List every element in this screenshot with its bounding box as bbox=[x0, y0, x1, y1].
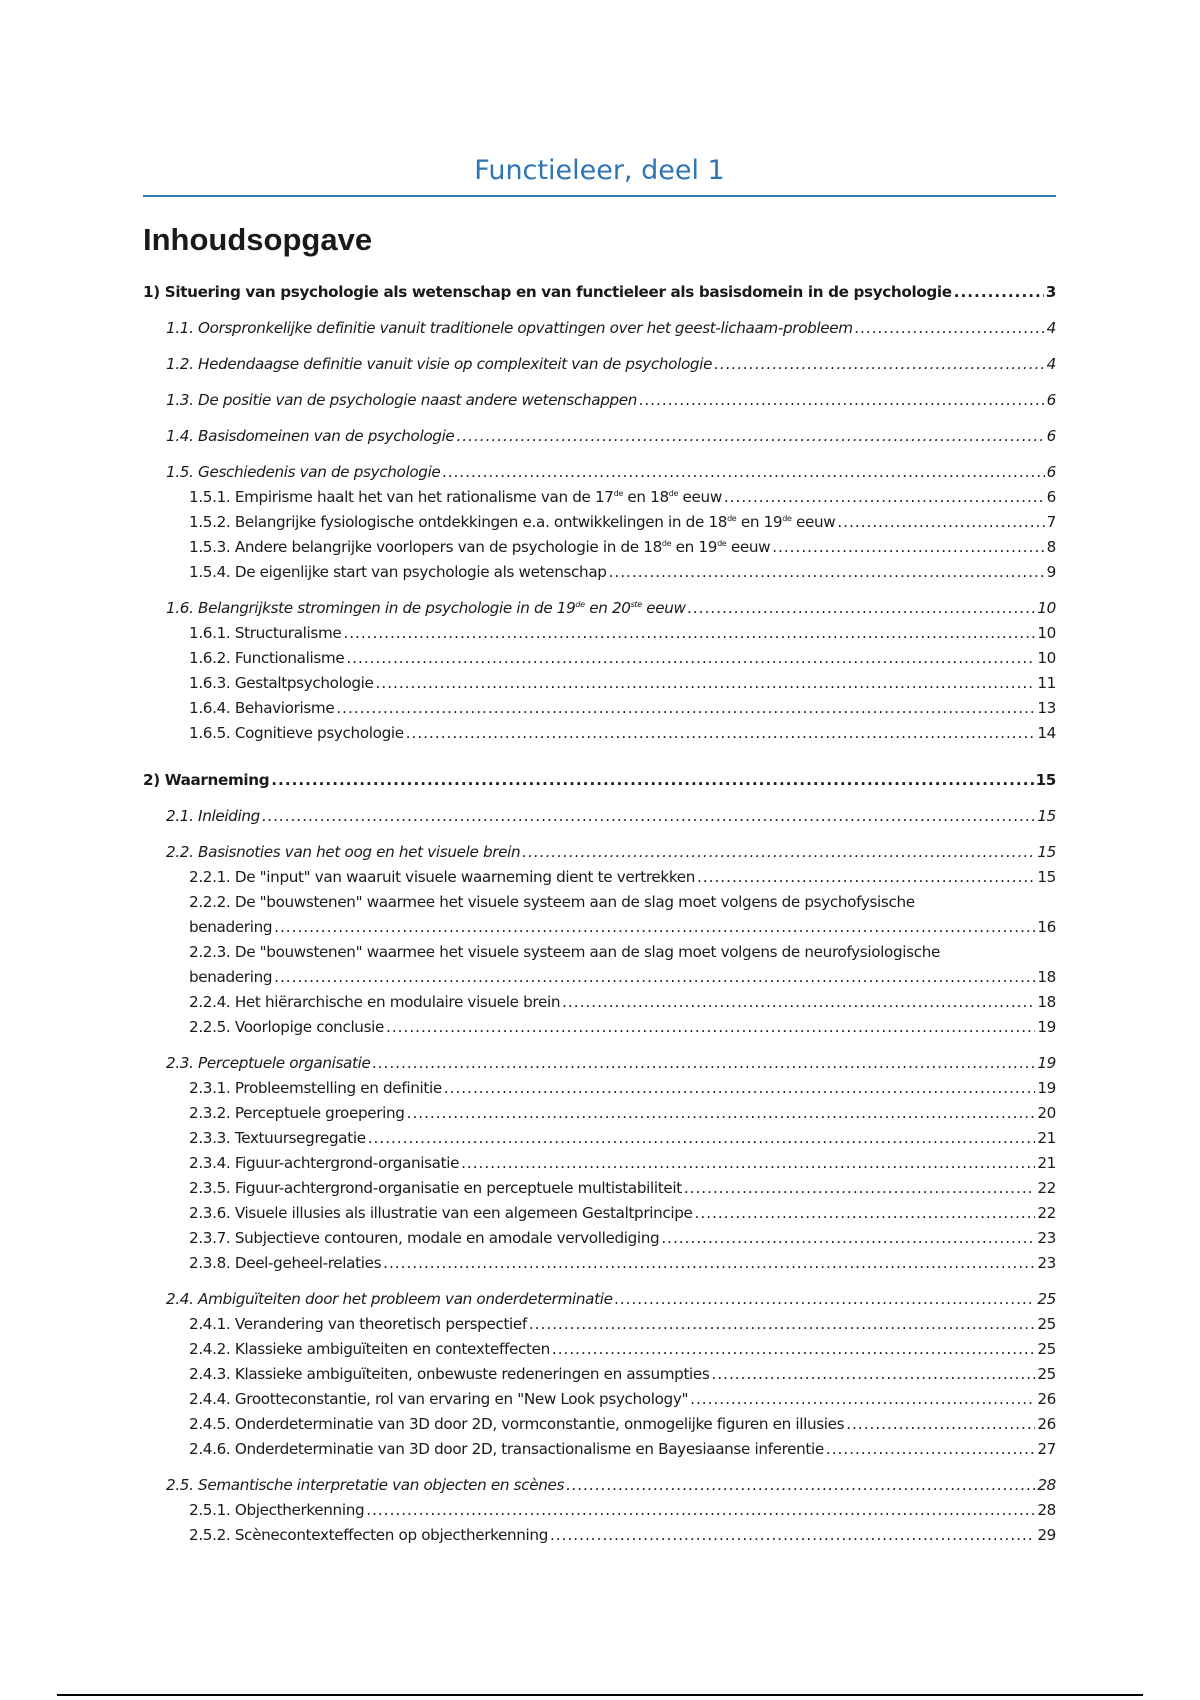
toc-entry-label: 1.4. Basisdomeinen van de psychologie bbox=[166, 427, 455, 445]
toc-dot-leader bbox=[609, 560, 1045, 585]
toc-entry[interactable] bbox=[143, 352, 1056, 377]
toc-page-number: 10 bbox=[1037, 599, 1056, 617]
toc-entry-label: 1.2. Hedendaagse definitie vanuit visie op complexiteit van de psychologie bbox=[166, 355, 713, 373]
toc-entry-label: 2.3.2. Perceptuele groepering bbox=[189, 1104, 405, 1122]
toc-entry[interactable] bbox=[143, 1523, 1056, 1548]
toc-heading: Inhoudsopgave bbox=[143, 222, 373, 257]
toc-entry[interactable] bbox=[143, 424, 1056, 449]
toc-entry[interactable] bbox=[143, 510, 1056, 535]
toc-dot-leader bbox=[366, 1498, 1035, 1523]
toc-dot-leader bbox=[386, 1015, 1035, 1040]
toc-page-number: 26 bbox=[1037, 1415, 1056, 1433]
toc-page-number: 22 bbox=[1037, 1204, 1056, 1222]
toc-entry[interactable] bbox=[143, 1015, 1056, 1040]
toc-dot-leader bbox=[372, 1051, 1035, 1076]
toc-entry-label: 2.5. Semantische interpretatie van objecten en scènes bbox=[166, 1476, 565, 1494]
toc-page-number: 25 bbox=[1037, 1290, 1056, 1308]
toc-page-number: 11 bbox=[1037, 674, 1056, 692]
toc-dot-leader bbox=[444, 1076, 1036, 1101]
toc-dot-leader bbox=[837, 510, 1044, 535]
toc-entry[interactable] bbox=[143, 596, 1056, 621]
toc-entry-label: 1.6.3. Gestaltpsychologie bbox=[189, 674, 374, 692]
toc-entry[interactable] bbox=[143, 460, 1056, 485]
toc-page-number: 7 bbox=[1046, 513, 1056, 531]
toc-entry-label: 1.5.2. Belangrijke fysiologische ontdekkingen e.a. ontwikkelingen in de 18de en 19de eeuw bbox=[189, 513, 836, 531]
toc-entry-label: 1.5.3. Andere belangrijke voorlopers van de psychologie in de 18de en 19de eeuw bbox=[189, 538, 771, 556]
toc-page-number: 13 bbox=[1037, 699, 1056, 717]
toc-entry-label: 2.5.1. Objectherkenning bbox=[189, 1501, 365, 1519]
toc-entry[interactable] bbox=[143, 485, 1056, 510]
toc-page-number: 18 bbox=[1037, 968, 1056, 986]
toc-dot-leader bbox=[406, 721, 1036, 746]
toc-entry[interactable] bbox=[143, 280, 1056, 305]
toc-entry-label-continued: benadering bbox=[189, 968, 273, 986]
toc-entry-label: 2.3.7. Subjectieve contouren, modale en amodale vervollediging bbox=[189, 1229, 660, 1247]
toc-dot-leader bbox=[772, 535, 1044, 560]
toc-dot-leader bbox=[456, 424, 1044, 449]
toc-page-number: 18 bbox=[1037, 993, 1056, 1011]
toc-entry-label: 2.4.6. Onderdeterminatie van 3D door 2D, transactionalisme en Bayesiaanse inferentie bbox=[189, 1440, 824, 1458]
toc-dot-leader bbox=[724, 485, 1045, 510]
toc-dot-leader bbox=[262, 804, 1035, 829]
toc-dot-leader bbox=[712, 1362, 1036, 1387]
document-header-title: Functieleer, deel 1 bbox=[474, 155, 725, 186]
toc-page-number: 4 bbox=[1046, 355, 1056, 373]
toc-page-number: 27 bbox=[1037, 1440, 1056, 1458]
toc-dot-leader bbox=[566, 1473, 1035, 1498]
toc-page-number: 26 bbox=[1037, 1390, 1056, 1408]
toc-dot-leader bbox=[376, 671, 1036, 696]
toc-page-number: 15 bbox=[1037, 807, 1056, 825]
toc-entry[interactable] bbox=[143, 1176, 1056, 1201]
toc-page-number: 8 bbox=[1046, 538, 1056, 556]
toc-entry[interactable] bbox=[143, 1226, 1056, 1251]
toc-dot-leader bbox=[274, 965, 1035, 990]
toc-page-number: 19 bbox=[1037, 1054, 1056, 1072]
toc-entry[interactable] bbox=[143, 535, 1056, 560]
toc-dot-leader bbox=[552, 1337, 1035, 1362]
toc-page-number: 10 bbox=[1037, 649, 1056, 667]
toc-page-number: 3 bbox=[1045, 283, 1056, 301]
toc-entry[interactable] bbox=[143, 1101, 1056, 1126]
toc-dot-leader bbox=[343, 621, 1035, 646]
toc-entry[interactable] bbox=[143, 671, 1056, 696]
toc-entry-label: 1.6.2. Functionalisme bbox=[189, 649, 345, 667]
toc-dot-leader bbox=[826, 1437, 1035, 1462]
toc-entry-label: 1.3. De positie van de psychologie naast andere wetenschappen bbox=[166, 391, 638, 409]
toc-dot-leader bbox=[368, 1126, 1036, 1151]
toc-entry-label: 2.4.5. Onderdeterminatie van 3D door 2D, vormconstantie, onmogelijke figuren en illusies bbox=[189, 1415, 845, 1433]
toc-entry[interactable] bbox=[143, 768, 1056, 793]
toc-entry-label: 1.5. Geschiedenis van de psychologie bbox=[166, 463, 441, 481]
toc-page-number: 10 bbox=[1037, 624, 1056, 642]
toc-entry-label: 2.4.2. Klassieke ambiguïteiten en contexteffecten bbox=[189, 1340, 550, 1358]
toc-page-number: 21 bbox=[1037, 1129, 1056, 1147]
toc-entry[interactable] bbox=[143, 990, 1056, 1015]
toc-entry-label: 2.2.2. De "bouwstenen" waarmee het visuele systeem aan de slag moet volgens de psychofysische bbox=[189, 893, 915, 911]
toc-entry[interactable] bbox=[143, 865, 1056, 890]
toc-entry-label: 2.3.8. Deel-geheel-relaties bbox=[189, 1254, 382, 1272]
toc-page-number: 6 bbox=[1046, 391, 1056, 409]
toc-page-number: 28 bbox=[1037, 1476, 1056, 1494]
toc-entry-label: 2.4. Ambiguïteiten door het probleem van onderdeterminatie bbox=[166, 1290, 613, 1308]
toc-entry[interactable] bbox=[143, 1201, 1056, 1226]
toc-dot-leader bbox=[688, 596, 1036, 621]
toc-entry[interactable] bbox=[143, 696, 1056, 721]
toc-entry-label: 2.4.4. Grootteconstantie, rol van ervaring en "New Look psychology" bbox=[189, 1390, 689, 1408]
toc-entry-label: 2.3.5. Figuur-achtergrond-organisatie en perceptuele multistabiliteit bbox=[189, 1179, 682, 1197]
toc-dot-leader bbox=[274, 915, 1035, 940]
toc-page-number: 9 bbox=[1046, 563, 1056, 581]
toc-entry-label: 1) Situering van psychologie als wetenschap en van functieleer als basisdomein in de psychologie bbox=[143, 283, 952, 301]
toc-entry[interactable] bbox=[143, 940, 1056, 990]
toc-entry-label: 2.2.3. De "bouwstenen" waarmee het visuele systeem aan de slag moet volgens de neurofysiologische bbox=[189, 943, 940, 961]
toc-dot-leader bbox=[855, 316, 1045, 341]
toc-dot-leader bbox=[846, 1412, 1035, 1437]
toc-entry-label-continued: benadering bbox=[189, 918, 273, 936]
toc-entry[interactable] bbox=[143, 1412, 1056, 1437]
toc-page-number: 25 bbox=[1037, 1315, 1056, 1333]
toc-dot-leader bbox=[661, 1226, 1035, 1251]
toc-page-number: 20 bbox=[1037, 1104, 1056, 1122]
toc-entry-label: 2.3.4. Figuur-achtergrond-organisatie bbox=[189, 1154, 460, 1172]
toc-entry-label: 1.1. Oorspronkelijke definitie vanuit traditionele opvattingen over het geest-lichaam-probleem bbox=[166, 319, 853, 337]
table-of-contents bbox=[143, 280, 1056, 1548]
toc-dot-leader bbox=[346, 646, 1035, 671]
toc-dot-leader bbox=[690, 1387, 1035, 1412]
toc-dot-leader bbox=[336, 696, 1035, 721]
toc-page-number: 29 bbox=[1037, 1526, 1056, 1544]
toc-entry-label: 2.2.5. Voorlopige conclusie bbox=[189, 1018, 385, 1036]
toc-entry-label: 1.6.4. Behaviorisme bbox=[189, 699, 335, 717]
toc-entry[interactable] bbox=[143, 621, 1056, 646]
toc-entry-label: 1.5.1. Empirisme haalt het van het rationalisme van de 17de en 18de eeuw bbox=[189, 488, 722, 506]
toc-entry[interactable] bbox=[143, 646, 1056, 671]
toc-dot-leader bbox=[714, 352, 1045, 377]
toc-dot-leader bbox=[529, 1312, 1035, 1337]
toc-entry[interactable] bbox=[143, 388, 1056, 413]
toc-page-number: 6 bbox=[1046, 488, 1056, 506]
toc-entry-label: 2.3.6. Visuele illusies als illustratie van een algemeen Gestaltprincipe bbox=[189, 1204, 693, 1222]
toc-dot-leader bbox=[954, 280, 1044, 305]
toc-entry-label: 2.3.3. Textuursegregatie bbox=[189, 1129, 366, 1147]
toc-entry-label: 2) Waarneming bbox=[143, 771, 270, 789]
toc-entry[interactable] bbox=[143, 560, 1056, 585]
toc-entry[interactable] bbox=[143, 1337, 1056, 1362]
toc-entry-label: 1.6.1. Structuralisme bbox=[189, 624, 342, 642]
toc-dot-leader bbox=[461, 1151, 1035, 1176]
toc-page-number: 19 bbox=[1037, 1079, 1056, 1097]
toc-dot-leader bbox=[562, 990, 1035, 1015]
toc-entry[interactable] bbox=[143, 1498, 1056, 1523]
toc-page-number: 4 bbox=[1046, 319, 1056, 337]
toc-dot-leader bbox=[639, 388, 1045, 413]
toc-entry[interactable] bbox=[143, 1362, 1056, 1387]
toc-entry-label: 2.2.1. De "input" van waaruit visuele waarneming dient te vertrekken bbox=[189, 868, 695, 886]
toc-entry[interactable] bbox=[143, 1051, 1056, 1076]
toc-dot-leader bbox=[615, 1287, 1036, 1312]
toc-entry-label: 2.4.3. Klassieke ambiguïteiten, onbewuste redeneringen en assumpties bbox=[189, 1365, 710, 1383]
toc-dot-leader bbox=[550, 1523, 1035, 1548]
toc-entry[interactable] bbox=[143, 804, 1056, 829]
toc-page-number: 6 bbox=[1046, 463, 1056, 481]
toc-entry[interactable] bbox=[143, 1312, 1056, 1337]
toc-dot-leader bbox=[695, 1201, 1036, 1226]
toc-entry[interactable] bbox=[143, 1076, 1056, 1101]
toc-dot-leader bbox=[697, 865, 1035, 890]
toc-entry[interactable] bbox=[143, 1387, 1056, 1412]
toc-page-number: 19 bbox=[1037, 1018, 1056, 1036]
toc-page-number: 23 bbox=[1037, 1229, 1056, 1247]
toc-dot-leader bbox=[522, 840, 1035, 865]
toc-page-number: 15 bbox=[1037, 868, 1056, 886]
toc-entry-label: 2.1. Inleiding bbox=[166, 807, 260, 825]
toc-page-number: 6 bbox=[1046, 427, 1056, 445]
toc-page-number: 28 bbox=[1037, 1501, 1056, 1519]
toc-page-number: 25 bbox=[1037, 1365, 1056, 1383]
toc-entry-label: 1.5.4. De eigenlijke start van psychologie als wetenschap bbox=[189, 563, 607, 581]
toc-entry[interactable] bbox=[143, 1437, 1056, 1462]
toc-entry-label: 2.4.1. Verandering van theoretisch perspectief bbox=[189, 1315, 527, 1333]
toc-entry[interactable] bbox=[143, 721, 1056, 746]
toc-entry-label: 2.2. Basisnoties van het oog en het visuele brein bbox=[166, 843, 521, 861]
toc-page-number: 14 bbox=[1037, 724, 1056, 742]
toc-page-number: 15 bbox=[1035, 771, 1056, 789]
toc-entry[interactable] bbox=[143, 1151, 1056, 1176]
footer-divider bbox=[57, 1694, 1143, 1696]
toc-entry-label: 2.3.1. Probleemstelling en definitie bbox=[189, 1079, 442, 1097]
toc-dot-leader bbox=[407, 1101, 1036, 1126]
toc-entry[interactable] bbox=[143, 840, 1056, 865]
toc-entry-label: 2.2.4. Het hiërarchische en modulaire visuele brein bbox=[189, 993, 561, 1011]
toc-entry-label: 1.6.5. Cognitieve psychologie bbox=[189, 724, 404, 742]
toc-dot-leader bbox=[383, 1251, 1035, 1276]
toc-entry-label: 1.6. Belangrijkste stromingen in de psychologie in de 19de en 20ste eeuw bbox=[166, 599, 686, 617]
toc-page-number: 15 bbox=[1037, 843, 1056, 861]
toc-entry-label: 2.3. Perceptuele organisatie bbox=[166, 1054, 371, 1072]
toc-entry-label: 2.5.2. Scènecontexteffecten op objectherkenning bbox=[189, 1526, 548, 1544]
toc-entry[interactable] bbox=[143, 1126, 1056, 1151]
toc-dot-leader bbox=[684, 1176, 1036, 1201]
toc-dot-leader bbox=[271, 768, 1033, 793]
toc-page-number: 23 bbox=[1037, 1254, 1056, 1272]
toc-entry[interactable] bbox=[143, 316, 1056, 341]
toc-page-number: 16 bbox=[1037, 918, 1056, 936]
toc-entry[interactable] bbox=[143, 1473, 1056, 1498]
header-divider bbox=[143, 195, 1056, 197]
toc-page-number: 22 bbox=[1037, 1179, 1056, 1197]
toc-entry[interactable] bbox=[143, 1287, 1056, 1312]
toc-page-number: 21 bbox=[1037, 1154, 1056, 1172]
toc-entry[interactable] bbox=[143, 890, 1056, 940]
toc-dot-leader bbox=[442, 460, 1044, 485]
toc-page-number: 25 bbox=[1037, 1340, 1056, 1358]
toc-entry[interactable] bbox=[143, 1251, 1056, 1276]
